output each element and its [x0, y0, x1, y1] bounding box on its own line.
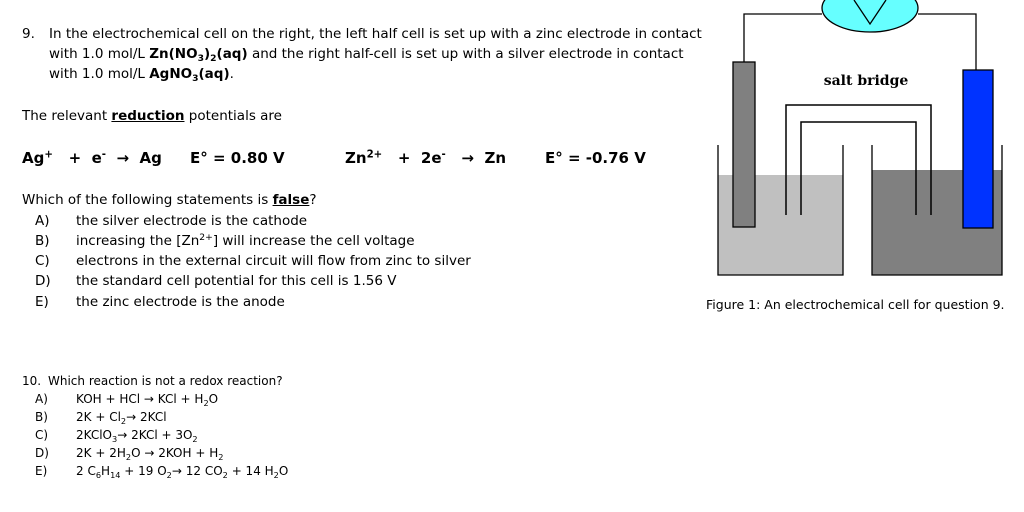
q10-stem: Which reaction is not a redox reaction?: [48, 374, 283, 388]
reaction-arrow-icon: →: [461, 149, 474, 167]
electrons: 2e: [420, 149, 442, 167]
reaction-arrow-icon: →: [117, 428, 128, 442]
q10-option-d-letter: D): [35, 446, 49, 460]
q9-stem-line1: In the electrochemical cell on the right, the left half cell is set up with a zinc electrode in contact: [49, 26, 702, 42]
subscript: 2: [192, 433, 198, 444]
reaction-arrow-icon: →: [171, 464, 182, 478]
half-reaction-silver: [22, 149, 162, 167]
silver-nitrate-formula: [149, 66, 230, 85]
q10-option-e-letter: E): [35, 464, 48, 478]
zinc-electrode: [733, 62, 755, 227]
q9-option-d-text: the standard cell potential for this cell is 1.56 V: [76, 273, 397, 289]
zinc-ion: Zn: [345, 149, 367, 167]
relevant-pre: The relevant: [22, 108, 112, 124]
q10-option-d-text: [76, 446, 223, 460]
q10-number: 10.: [22, 374, 42, 388]
plus-sign: +: [68, 149, 82, 167]
q9-option-a-text: the silver electrode is the cathode: [76, 213, 308, 229]
silver-ion: Ag: [22, 149, 45, 167]
reaction-arrow-icon: →: [116, 149, 130, 167]
silver-product: Ag: [139, 149, 162, 167]
question-pre: Which of the following statements is: [22, 192, 273, 208]
external-wire-left: [744, 14, 822, 62]
electron: e: [91, 149, 102, 167]
silver-nitrate-species: AgNO: [149, 66, 193, 82]
q9-stem-line2-post: and the right half-cell is set up with a silver electrode in contact: [247, 46, 684, 62]
relevant-post: potentials are: [184, 108, 282, 124]
part: KOH + HCl: [76, 392, 144, 406]
q9-option-e-text: the zinc electrode is the anode: [76, 294, 285, 310]
option-b-charge: 2+: [199, 231, 213, 243]
q9-stem-line2: [49, 46, 684, 65]
part: O: [131, 446, 145, 460]
option-b-post: ] will increase the cell voltage: [212, 233, 415, 249]
q10-option-c-text: [76, 428, 198, 442]
close-paren: ): [203, 46, 211, 62]
subscript: 2: [166, 469, 172, 480]
part: O: [208, 392, 219, 406]
part: 2K + Cl: [76, 410, 121, 424]
silver-ion-charge: +: [44, 149, 53, 161]
part: H: [101, 464, 111, 478]
q9-option-e-letter: E): [35, 294, 49, 310]
subscript: 14: [110, 469, 121, 480]
silver-potential: E° = 0.80 V: [190, 149, 285, 167]
false-emphasis: false: [272, 192, 310, 208]
part: 2KClO: [76, 428, 113, 442]
part: 2K + 2H: [76, 446, 126, 460]
subscript: 2: [125, 451, 132, 462]
sub-2: 2: [210, 53, 217, 65]
q9-option-a-letter: A): [35, 213, 50, 229]
part: + 19 O: [120, 464, 167, 478]
part: 2 C: [76, 464, 96, 478]
q9-option-c-text: electrons in the external circuit will flow from zinc to silver: [76, 253, 471, 269]
silver-electrode: [963, 70, 993, 228]
reaction-arrow-icon: →: [144, 446, 155, 460]
subscript: 2: [203, 397, 209, 408]
part: + 14 H: [227, 464, 274, 478]
part: 2KOH + H: [154, 446, 219, 460]
q10-option-b-letter: B): [35, 410, 48, 424]
q10-option-b-text: [76, 410, 167, 424]
plus-sign: +: [397, 149, 411, 167]
q10-option-a-letter: A): [35, 392, 48, 406]
q10-option-e-text: [76, 464, 288, 478]
part: 2KCl + 3O: [127, 428, 193, 442]
q9-option-b-text: [76, 233, 415, 249]
relevant-potentials-line: [22, 108, 282, 124]
subscript: 2: [218, 451, 224, 462]
q10-option-a-text: [76, 392, 218, 406]
subscript: 3: [112, 433, 118, 444]
zinc-nitrate-formula: [149, 46, 248, 65]
part: 12 CO: [181, 464, 223, 478]
q9-option-b-letter: B): [35, 233, 50, 249]
option-b-pre: increasing the [Zn: [76, 233, 200, 249]
part: 2KCl: [136, 410, 167, 424]
voltmeter-icon: [822, 0, 918, 32]
reduction-emphasis: reduction: [111, 108, 185, 124]
aq-state: (aq): [216, 46, 248, 62]
part: O: [278, 464, 289, 478]
q9-number: 9.: [22, 26, 35, 42]
q9-stem-line3-post: .: [229, 66, 234, 82]
sub-3: 3: [197, 53, 204, 65]
subscript: 6: [95, 469, 102, 480]
sub-3: 3: [192, 73, 199, 85]
external-wire-right: [918, 14, 976, 70]
q9-stem-line3: [49, 66, 234, 85]
reaction-arrow-icon: →: [143, 392, 154, 406]
electron-charge: -: [101, 149, 107, 161]
subscript: 2: [273, 469, 279, 480]
half-reaction-zinc: [345, 149, 506, 167]
zinc-product: Zn: [484, 149, 507, 167]
subscript: 2: [120, 415, 127, 426]
zinc-ion-charge: 2+: [366, 149, 383, 161]
q9-option-c-letter: C): [35, 253, 50, 269]
q9-option-d-letter: D): [35, 273, 51, 289]
question-post: ?: [309, 192, 317, 208]
salt-bridge-label: salt bridge: [823, 73, 909, 89]
q10-option-c-letter: C): [35, 428, 49, 442]
q9-question: [22, 192, 317, 208]
subscript: 2: [222, 469, 228, 480]
zinc-potential: E° = -0.76 V: [545, 149, 646, 167]
zinc-nitrate-species: Zn(NO: [149, 46, 198, 62]
reaction-arrow-icon: →: [126, 410, 137, 424]
figure-caption: Figure 1: An electrochemical cell for question 9.: [706, 297, 1005, 312]
aq-state: (aq): [198, 66, 230, 82]
q9-stem-line2-pre: with 1.0 mol/L: [49, 46, 150, 62]
part: KCl + H: [153, 392, 204, 406]
q9-stem-line3-pre: with 1.0 mol/L: [49, 66, 150, 82]
electron-charge: -: [441, 149, 446, 161]
electrochemical-cell-diagram: [700, 0, 1024, 290]
